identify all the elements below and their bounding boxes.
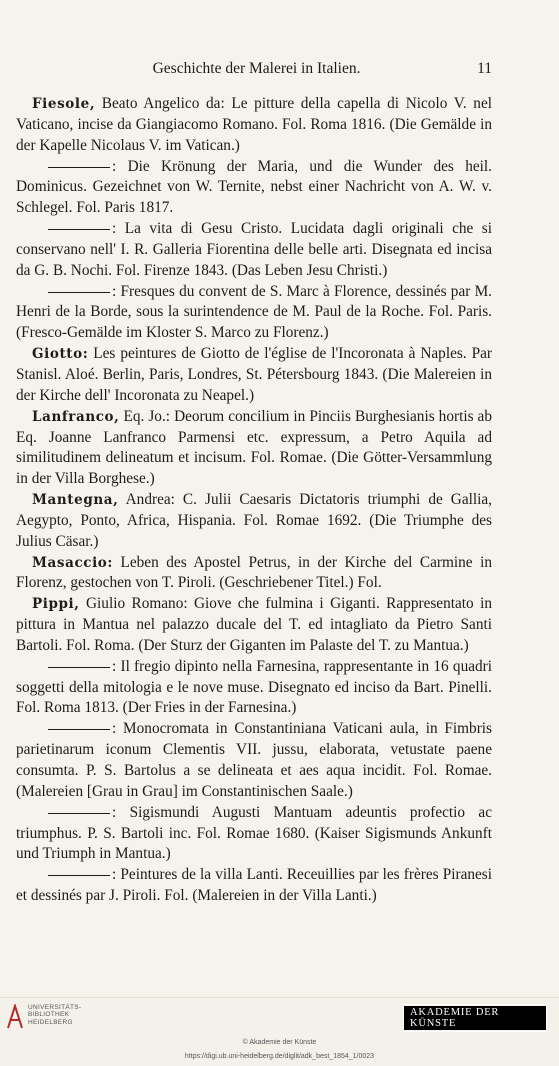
- logo-text-line: HEIDELBERG: [28, 1018, 73, 1026]
- ditto-rule: [48, 229, 110, 230]
- entry-text: : Il fregio dipinto nella Farnesina, rappresentante in 16 quadri soggetti della mitologia e le nove muse. Disegnato ed inciso da Bart. Pinelli. Fol. Roma 1813. (Der Fries in der Farnesina.): [16, 657, 492, 717]
- bibliography-entry: [16, 594, 492, 657]
- bibliography-entry: [16, 719, 492, 802]
- copyright-notice: © Akademie der Künste: [242, 1039, 317, 1046]
- entry-text: Beato Angelico da: Le pitture della capella di Nicolo V. nel Vaticano, incise da Giangiacomo Romano. Fol. Roma 1816. (Die Gemälde in der Kapelle Nicolaus V. im Vatican.): [16, 95, 492, 154]
- bibliography-entry: [16, 490, 492, 553]
- entry-text: Giulio Romano: Giove che fulmina i Giganti. Rappresentato in pittura in Mantua nel palazzo ducale del T. ed intagliato da Pietro Santi Bartoli. Fol. Roma. (Der Sturz der Giganten im Palaste del T. zu Mantua.): [16, 595, 492, 654]
- logo-text-line: UNIVERSITÄTS-: [28, 1004, 82, 1011]
- entry-text: : Fresques du convent de S. Marc à Florence, dessinés par M. Henri de la Borde, sous la surintendence de M. Paul de la Roche. Fol. Paris. (Fresco-Gemälde im Kloster S. Marco zu Florenz.): [16, 282, 492, 342]
- bibliography-entry: [16, 407, 492, 490]
- university-library-logo[interactable]: [6, 1004, 81, 1030]
- page-number: 11: [477, 60, 492, 77]
- running-title: Geschichte der Malerei in Italien.: [152, 60, 361, 77]
- logo-text-line: BIBLIOTHEK: [28, 1011, 70, 1019]
- ditto-rule: [48, 667, 110, 668]
- entry-text: Andrea: C. Julii Caesaris Dictatoris triumphi de Gallia, Aegypto, Ponto, Africa, Hispania. Fol. Romae 1692. (Die Triumphe des Julius Cäsar.): [16, 491, 492, 550]
- entry-text: Les peintures de Giotto de l'église de l'Incoronata à Naples. Par Stanisl. Aloé. Berlin, Paris, Londres, St. Pétersbourg 1843. (Die Malereien in der Kirche dell' Incoronata zu Neapel.): [16, 345, 492, 404]
- akademie-logo-text: AKADEMIE DER KÜNSTE: [403, 1004, 547, 1032]
- bibliography-entry: [16, 282, 492, 345]
- entry-text: : Die Krönung der Maria, und die Wunder des heil. Dominicus. Gezeichnet von W. Ternite, nebst einer Nachricht von A. W. v. Schlegel. Fol. Paris 1817.: [16, 157, 492, 217]
- entry-text: Eq. Jo.: Deorum concilium in Pinciis Burghesianis hortis ab Eq. Joanne Lanfranco Parmensi etc. expressum, a Petro Aquila ad similitudinem delineatum et incisum. Fol. Romae. (Die Götter-Versammlung in der Villa Borghese.): [16, 407, 492, 488]
- entry-text: : Monocromata in Constantiniana Vaticani aula, in Fimbris parietinarum iconum Clementis VII. jussu, elaborata, vetustate paene consumta. P. S. Bartolus a se delineata et aes aqua incidit. Fol. Romae. (Malereien [Grau in Grau] im Constantinischen Saale.): [16, 720, 492, 800]
- akademie-logo[interactable]: [403, 1006, 547, 1030]
- entry-text: Leben des Apostel Petrus, in der Kirche del Carmine in Florenz, gestochen von T. Piroli. (Geschriebener Titel.) Fol.: [16, 553, 492, 592]
- entry-text: : Sigismundi Augusti Mantuam adeuntis profectio ac triumphus. P. S. Bartoli inc. Fol. Romae 1680. (Kaiser Sigismunds Ankunft und Triumph in Mantua.): [16, 803, 492, 863]
- artist-name: Masaccio:: [32, 554, 113, 571]
- library-emblem-icon: [6, 1004, 24, 1030]
- ditto-rule: [48, 729, 110, 730]
- entry-text: : Peintures de la villa Lanti. Receuillies par les frères Piranesi et dessinés par J. Piroli. Fol. (Malereien in der Villa Lanti.): [16, 866, 492, 905]
- bibliography-entry: [16, 344, 492, 407]
- bibliography-body: [16, 94, 492, 907]
- ditto-rule: [48, 167, 110, 168]
- bibliography-entry: [16, 157, 492, 220]
- ditto-rule: [48, 292, 110, 293]
- ditto-rule: [48, 813, 110, 814]
- source-url[interactable]: https://digi.ub.uni-heidelberg.de/diglit/adk_best_1854_1/0023: [184, 1053, 375, 1060]
- artist-name: Pippi,: [32, 596, 80, 613]
- artist-name: Giotto:: [32, 346, 89, 363]
- bibliography-entry: [16, 865, 492, 907]
- entry-text: : La vita di Gesu Cristo. Lucidata dagli originali che si conservano nell' I. R. Galleria Fiorentina delle belle arti. Disegnata ed incisa da G. B. Nochi. Fol. Firenze 1843. (Das Leben Jesu Christi.): [16, 220, 492, 279]
- artist-name: Fiesole,: [32, 96, 96, 112]
- artist-name: Lanfranco,: [32, 408, 120, 425]
- bibliography-entry: [16, 553, 492, 595]
- ditto-rule: [48, 875, 110, 876]
- bibliography-entry: [16, 219, 492, 282]
- bibliography-entry: [16, 803, 492, 866]
- artist-name: Mantegna,: [32, 492, 119, 509]
- page-header: [16, 60, 492, 78]
- bibliography-entry: [16, 94, 492, 157]
- bibliography-entry: [16, 657, 492, 720]
